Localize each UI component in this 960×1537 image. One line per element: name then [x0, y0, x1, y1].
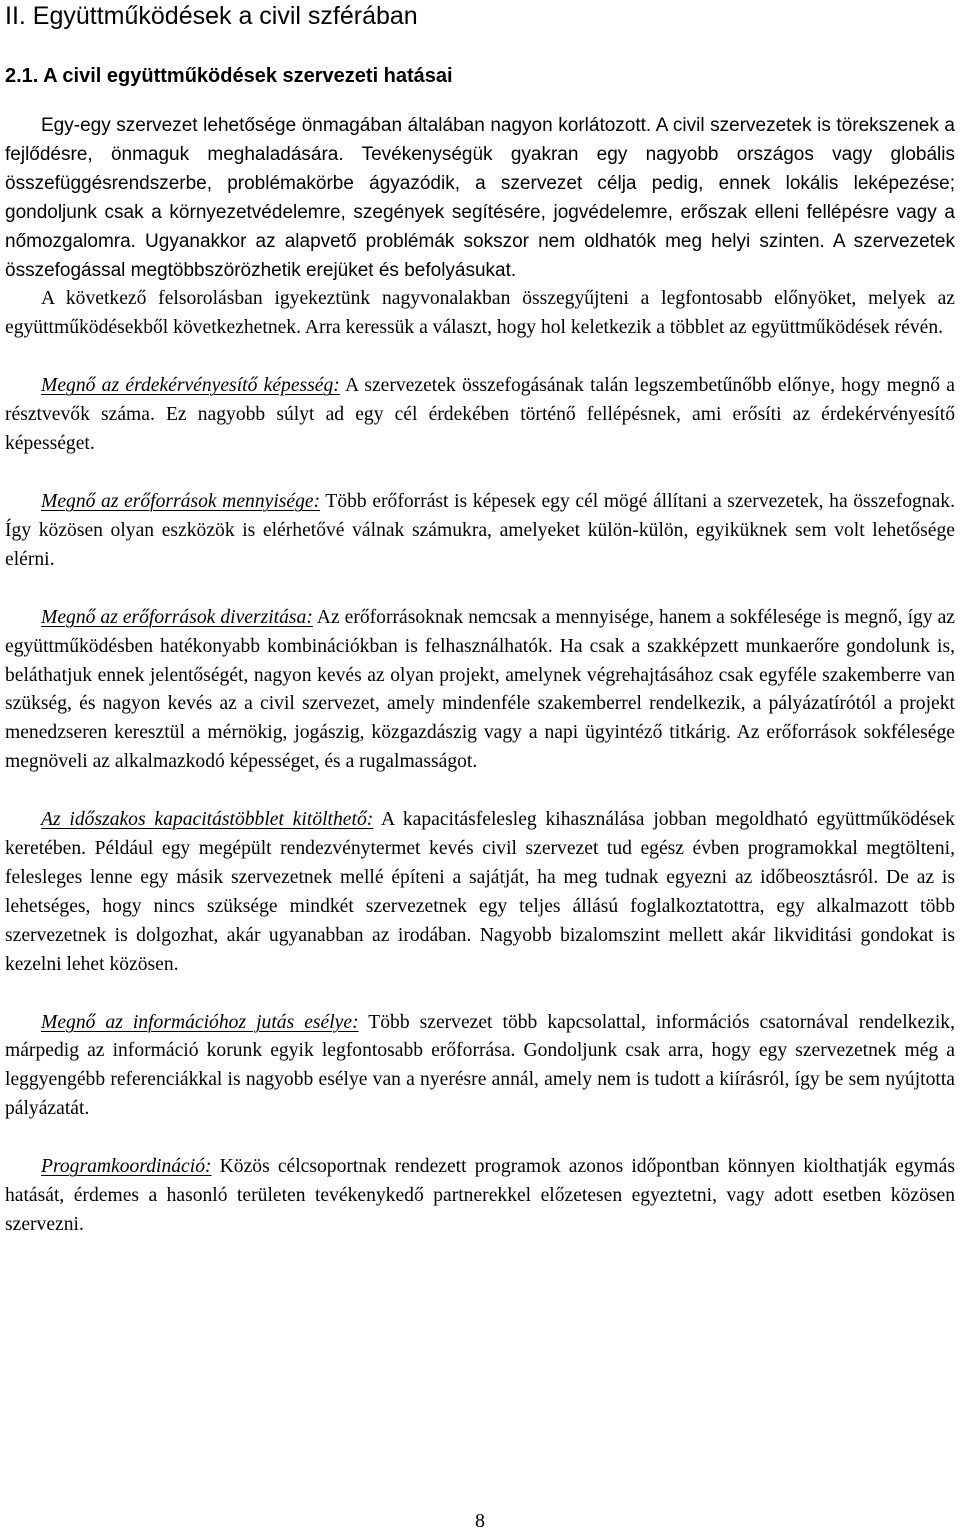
- section-title: 2.1. A civil együttműködések szervezeti hatásai: [5, 65, 453, 87]
- list-item: [5, 488, 955, 575]
- item-text: Több erőforrást is képesek egy cél mögé állítani a szervezetek, ha összefognak. Így közösen olyan eszközök is elérhetővé válnak számukra, amelyeket külön-külön, egyiküknek sem volt lehetősége elérni.: [5, 490, 955, 570]
- list-item: [5, 1153, 955, 1240]
- intro-paragraph-1: Egy-egy szervezet lehetősége önmagában általában nagyon korlátozott. A civil szervezetek is törekszenek a fejlődésre, önmaguk meghaladására. Tevékenységük gyakran egy nagyobb országos vagy globális összefüggésrendszerbe, problémakörbe ágyazódik, a szervezet célja pedig, ennek lokális leképezése; gondoljunk csak a környezetvédelemre, szegények segítésére, jogvédelemre, erőszak elleni fellépésre vagy a nőmozgalomra. Ugyanakkor az alapvető problémák sokszor nem oldhatók meg helyi szinten. A szervezetek összefogással megtöbbszörözhetik erejüket és befolyásukat.: [5, 115, 955, 281]
- list-item: [5, 806, 955, 979]
- item-text: Közös célcsoportnak rendezett programok azonos időpontban könnyen kiolthatják egymás hatását, érdemes a hasonló területen tevékenykedő partnerekkel előzetesen egyeztetni, vagy adott esetben közösen szervezni.: [5, 1156, 955, 1235]
- chapter-title: II. Együttműködések a civil szférában: [5, 2, 418, 30]
- item-text: Az erőforrásoknak nemcsak a mennyisége, hanem a sokfélesége is megnő, így az együttműködésben hatékonyabb kombinációkban is felhasználhatók. Ha csak a szakképzett munkaerőre gondolunk is, beláthatjuk ennek jelentőségét, nagyon kevés az olyan projekt, amelynek végrehajtásához csak egyféle szakemberre van szükség, és nagyon kevés az a civil szervezet, amely mindenféle szakemberrel rendelkezik, a pályázatírótól a projekt menedzseren keresztül a mérnökig, jogászig, közgazdászig vagy a napi ügyintéző titkárig. Az erőforrások sokfélesége megnöveli az alkalmazkodó képességet, és a rugalmasságot.: [5, 606, 955, 773]
- item-term: Megnő az erőforrások mennyisége:: [41, 490, 321, 512]
- item-text: A szervezetek összefogásának talán legszembetűnőbb előnye, hogy megnő a résztvevők száma. Ez nagyobb súlyt ad egy cél érdekében történő fellépésnek, ami erősíti az érdekérvényesítő képességet.: [5, 375, 956, 455]
- item-term: Programkoordináció:: [41, 1156, 212, 1178]
- list-item: [5, 1009, 955, 1125]
- intro-paragraph-2: A következő felsorolásban igyekeztünk nagyvonalakban összegyűjteni a legfontosabb előnyöket, melyek az együttműködésekből következhetnek. Arra keressük a választ, hogy hol keletkezik a többlet az együttműködések révén.: [5, 288, 955, 339]
- page-number: 8: [475, 1510, 485, 1532]
- item-term: Megnő az erőforrások diverzitása:: [41, 606, 313, 628]
- item-term: Megnő az információhoz jutás esélye:: [41, 1011, 359, 1033]
- list-item: [5, 372, 955, 459]
- item-text: A kapacitásfelesleg kihasználása jobban megoldható együttműködések keretében. Például egy megépült rendezvénytermet kevés civil szervezet tud egész évben programokkal megtölteni, felesleges lenne egy másik szervezetnek mellé építeni a sajátját, ha meg tudnak egyezni az időbeosztásról. De az is lehetséges, hogy nincs szüksége mindkét szervezetnek egy teljes állású foglalkoztatottra, egy alkalmazott több szervezetnek is dolgozhat, akár ugyanabban az irodában. Nagyobb bizalomszint mellett akár likviditási gondokat is kezelni lehet közösen.: [5, 809, 955, 975]
- item-term: Az időszakos kapacitástöbblet kitölthető:: [41, 809, 374, 831]
- document-page: [5, 0, 955, 1240]
- item-text: Több szervezet több kapcsolattal, információs csatornával rendelkezik, márpedig az információ korunk egyik legfontosabb erőforrása. Gondoljunk csak arra, hogy egy szervezetnek még a leggyengébb referenciákkal is nagyobb esélye van a nyerésre annál, amely nem is tudott a kiírásról, így be sem nyújtotta pályázatát.: [5, 1011, 955, 1120]
- item-term: Megnő az érdekérvényesítő képesség:: [41, 375, 340, 397]
- list-item: [5, 604, 955, 777]
